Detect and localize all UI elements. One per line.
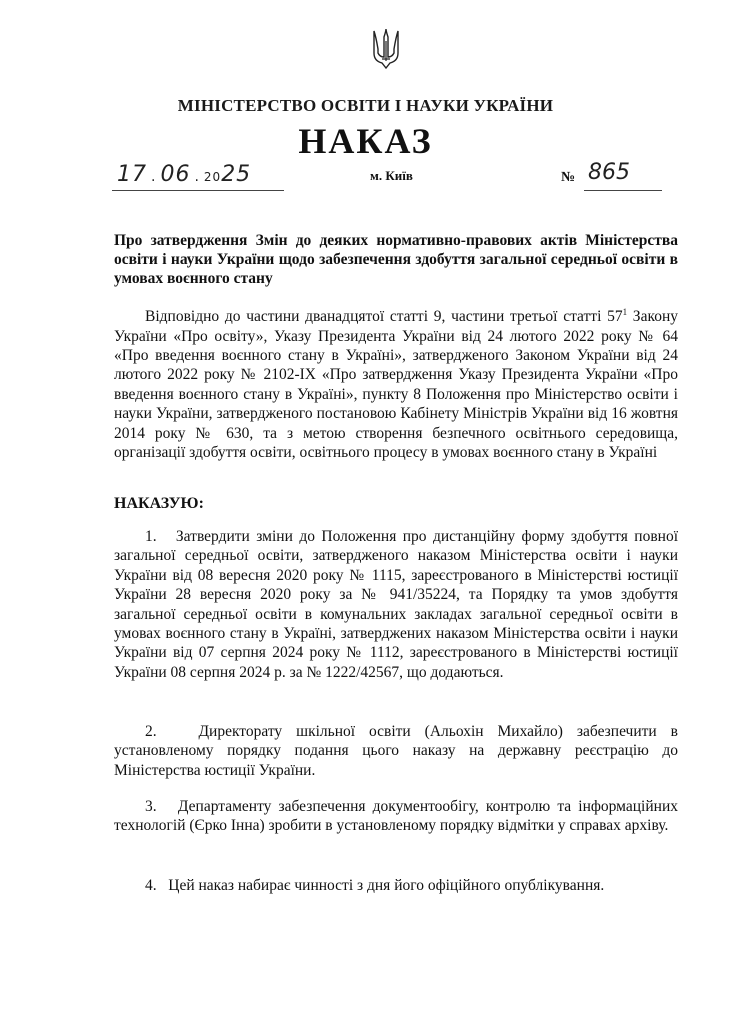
preamble-text-part1: Відповідно до частини дванадцятої статті 9, частини третьої статті 57 <box>145 308 623 326</box>
order-item <box>114 722 678 780</box>
number-underline <box>584 190 662 191</box>
date-day: 17 <box>117 162 147 187</box>
handwritten-date: 17 . 06 . 2025 <box>117 162 252 187</box>
order-item <box>114 527 678 682</box>
handwritten-order-number: 865 <box>588 160 630 185</box>
date-underline <box>112 190 284 191</box>
document-type-title: НАКАЗ <box>298 121 433 161</box>
ministry-name: МІНІСТЕРСТВО ОСВІТИ І НАУКИ УКРАЇНИ <box>177 96 554 115</box>
item-number: 1. <box>145 528 157 545</box>
item-number: 3. <box>145 798 157 815</box>
order-keyword: НАКАЗУЮ: <box>114 495 204 512</box>
item-text: Департаменту забезпечення документообігу, контролю та інформаційних технологій (Єрко Інна) зробити в установленому порядку відмітки у справах архіву. <box>114 798 678 835</box>
order-item <box>114 876 678 895</box>
item-number: 4. <box>145 877 157 894</box>
order-subject: Про затвердження Змін до деяких нормативно-правових актів Міністерства освіти і науки України щодо забезпечення здобуття загальної середньої освіти в умовах воєнного стану <box>114 232 678 287</box>
date-year-prefix: 20 <box>203 170 222 184</box>
trident-emblem-icon <box>372 27 400 69</box>
preamble-paragraph <box>114 303 678 462</box>
item-text: Цей наказ набирає чинності з дня його офіційного опублікування. <box>168 877 605 894</box>
item-text: Затвердити зміни до Положення про дистанційну форму здобуття повної загальної середньої освіти, затвердженого наказом Міністерства освіти і науки України від 08 вересня 2020 року № 1115, зареєстрованого в Міністерстві юстиції України 28 вересня 2020 року за № 941/35224, та Порядку та умов здобуття загальної середньої освіти в комунальних закладах загальної середньої освіти в умовах воєнного стану в Україні, затверджених наказом Міністерства освіти і науки України від 07 серпня 2024 року № 1112, зареєстрованого в Міністерстві юстиції України 08 серпня 2024 р. за № 1222/42567, що додаються. <box>114 528 678 681</box>
preamble-superscript: 1 <box>622 307 628 317</box>
order-item <box>114 797 678 836</box>
date-month: 06 <box>160 162 191 187</box>
city-label: м. Київ <box>370 168 413 183</box>
preamble-text-part2: Закону України «Про освіту», Указу Президента України від 24 лютого 2022 року № 64 «Про введення воєнного стану в Україні», затвердженого Законом України від 24 лютого 2022 року № 2102-ІХ «Про затвердження Указу Президента України «Про введення воєнного стану в Україні», пункту 8 Положення про Міністерство освіти і науки України, затвердженого постановою Кабінету Міністрів України від 16 жовтня 2014 року № 630, та з метою створення безпечного освітнього середовища, організації здобуття освіти, освітнього процесу в умовах воєнного стану в Україні <box>114 308 678 461</box>
date-year-suffix: 25 <box>221 162 252 187</box>
item-number: 2. <box>145 723 157 740</box>
number-label: № <box>561 170 576 185</box>
item-text: Директорату шкільної освіти (Альохін Михайло) забезпечити в установленому порядку подання цього наказу на державну реєстрацію до Міністерства юстиції України. <box>114 723 678 779</box>
